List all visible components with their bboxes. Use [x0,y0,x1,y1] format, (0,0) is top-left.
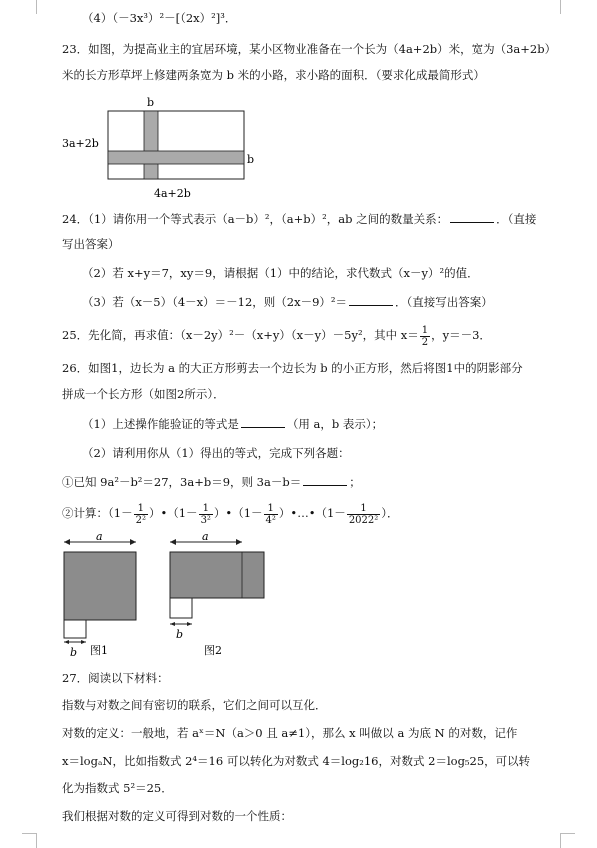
fraction: $\frac{1}{\text{2²}}$ [135,502,146,526]
q27-line1: 27．阅读以下材料： [62,671,169,685]
vertical-path [144,111,158,179]
fig1-cut-square [64,620,86,638]
label-bottom-length: 4a+2b [154,187,191,200]
fraction: $\frac{1}{\text{2022²}}$ [348,502,379,526]
q23-figure [62,95,262,203]
q25: 25．先化简，再求值：（x－2y）²－（x+y）（x－y）－5y²，其中 x＝ $\frac{1}{2}$ ，y＝－3． [62,324,491,348]
fig1-label-a: a [96,532,103,543]
label-right-b: b [247,153,255,166]
q24-part2: （2）若 x+y＝7，xy＝9，请根据（1）中的结论，求代数式（x－y）²的值． [82,266,479,280]
fig2-small-square [170,598,192,618]
fraction: $\frac{1}{\text{4²}}$ [265,502,276,526]
answer-blank[interactable] [349,294,393,306]
q23-line2: 米的长方形草坪上修建两条宽为 b 米的小路，求小路的面积．（要求化成最简形式） [62,68,485,82]
fraction: $\frac{1}{\text{3²}}$ [200,502,211,526]
q27-line2: 指数与对数之间有密切的联系，它们之间可以互化． [62,698,327,712]
q26-part2: （2）请利用你从（1）得出的等式，完成下列各题： [82,446,350,460]
q26-item2: ②计算：（1－ $\frac{1}{\text{2²}}$ ）•（1－ $\frac{1}{\text{3²}}$ ）•（1－ $\frac{1}{\text{4²}}$ ）•…•（1－ $\frac{1}{\text{2022²}}$ ）． [62,502,399,526]
label-top-b: b [147,96,155,109]
label-left-width: 3a+2b [62,137,99,150]
corner-mark [560,0,575,14]
q27-line4: x＝logₐN，比如指数式 2⁴＝16 可以转化为对数式 4＝log₂16，对数式 2＝log₅25，可以转 [62,754,531,768]
q27-line3: 对数的定义：一般地，若 aˣ＝N（a＞0 且 a≠1），那么 x 叫做以 a 为底 N 的对数，记作 [62,726,518,740]
q24-line1: 24．（1）请你用一个等式表示（a－b）²，（a+b）²，ab 之间的数量关系： ．（直接 [62,212,537,226]
answer-blank[interactable] [303,474,347,486]
q26-figures [60,532,275,662]
fig2-caption: 图2 [204,644,222,657]
fig2-label-a: a [202,532,209,543]
q23-line1: 23．如图，为提高业主的宜居环境，某小区物业准备在一个长为（4a+2b）米，宽为（3a+2b） [62,42,557,56]
q24-part3: （3）若（x－5）（4－x）＝－12，则（2x－9）²＝ ．（直接写出答案） [82,295,493,309]
horizontal-path [108,151,244,164]
q26-part1: （1）上述操作能验证的等式是 （用 a，b 表示）； [82,417,384,431]
q27-line5: 化为指数式 5²＝25． [62,781,173,795]
answer-blank[interactable] [241,416,285,428]
q27-line6: 我们根据对数的定义可得到对数的一个性质： [62,809,292,823]
corner-mark [560,833,575,848]
q22-item4: （4）（－3x³）²－[（2x）²]³． [82,11,237,25]
fig2-label-b: b [176,628,184,641]
corner-mark [22,833,37,848]
q26-item1: ①已知 9a²－b²＝27，3a+b＝9，则 3a－b＝ ； [62,475,361,489]
q26-line2: 拼成一个长方形（如图2所示）． [62,387,225,401]
fig1-label-b: b [70,646,78,659]
fraction-half: $\frac{1}{2}$ [421,324,429,348]
q26-line1: 26．如图1，边长为 a 的大正方形剪去一个边长为 b 的小正方形，然后将图1中的阴影部分 [62,361,523,375]
corner-mark [22,0,37,14]
q24-line2: 写出答案） [62,237,120,251]
fig1-caption: 图1 [90,644,108,657]
answer-blank[interactable] [450,211,494,223]
fig2-rectangle [170,552,264,598]
